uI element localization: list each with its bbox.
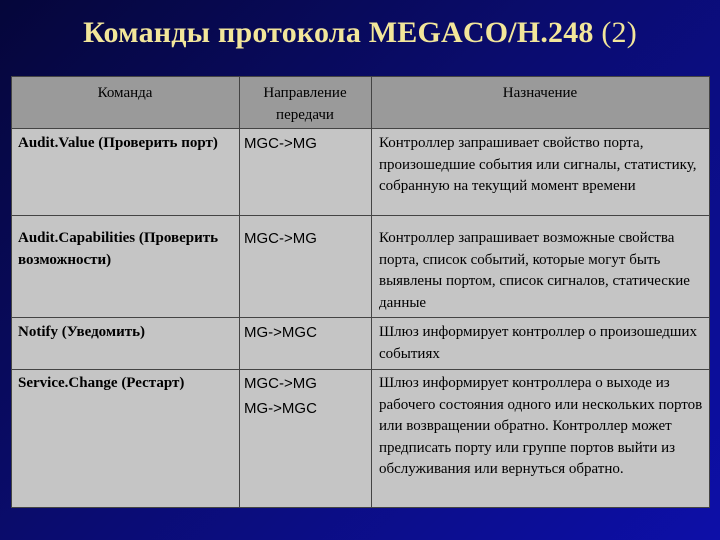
row1-purpose: Контроллер запрашивает свойство порта, произошедшие события или сигналы, статистику, собранную на текущий момент времени <box>379 135 697 194</box>
table-border-top <box>11 76 710 77</box>
row1-command: Audit.Value (Проверить порт) <box>18 135 218 151</box>
slide-title <box>0 16 720 50</box>
commands-table <box>11 76 710 508</box>
row3-command: Notify (Уведомить) <box>18 324 146 340</box>
row3-purpose: Шлюз информирует контроллер о произошедших событиях <box>379 324 697 362</box>
row2-command: Audit.Capabilities (Проверить возможности) <box>18 230 219 268</box>
row1-direction: MGC->MG <box>244 135 317 152</box>
row4-direction-1: MGC->MG <box>244 375 317 392</box>
table-border-left <box>11 76 12 508</box>
header-direction: Направление передачи <box>263 85 347 123</box>
table-divider-col1 <box>239 76 240 508</box>
table-divider-row2 <box>11 317 710 318</box>
table-border-bottom <box>11 507 710 508</box>
header-command: Команда <box>97 85 153 101</box>
table-divider-col2 <box>371 76 372 508</box>
row4-command: Service.Change (Рестарт) <box>18 375 185 391</box>
row2-purpose: Контроллер запрашивает возможные свойства порта, список событий, которые могут быть выявлены портом, список сигналов, статические данные <box>379 230 690 311</box>
table-border-right <box>709 76 710 508</box>
slide-title-suffix: (2) <box>601 16 637 49</box>
row4-direction-2: MG->MGC <box>244 400 317 417</box>
table-divider-header <box>11 128 710 129</box>
row4-purpose: Шлюз информирует контроллера о выходе из рабочего состояния одного или нескольких портов или возвращении обратно. Контроллер может предписать порту или группе портов выйти из обслуживания или вернуться обратно. <box>379 375 703 477</box>
table-divider-row3 <box>11 369 710 370</box>
header-purpose: Назначение <box>502 85 578 101</box>
slide-title-main: Команды протокола MEGACO/H.248 <box>83 16 594 49</box>
table-divider-row1 <box>11 215 710 216</box>
row3-direction: MG->MGC <box>244 324 317 341</box>
row2-direction: MGC->MG <box>244 230 317 247</box>
